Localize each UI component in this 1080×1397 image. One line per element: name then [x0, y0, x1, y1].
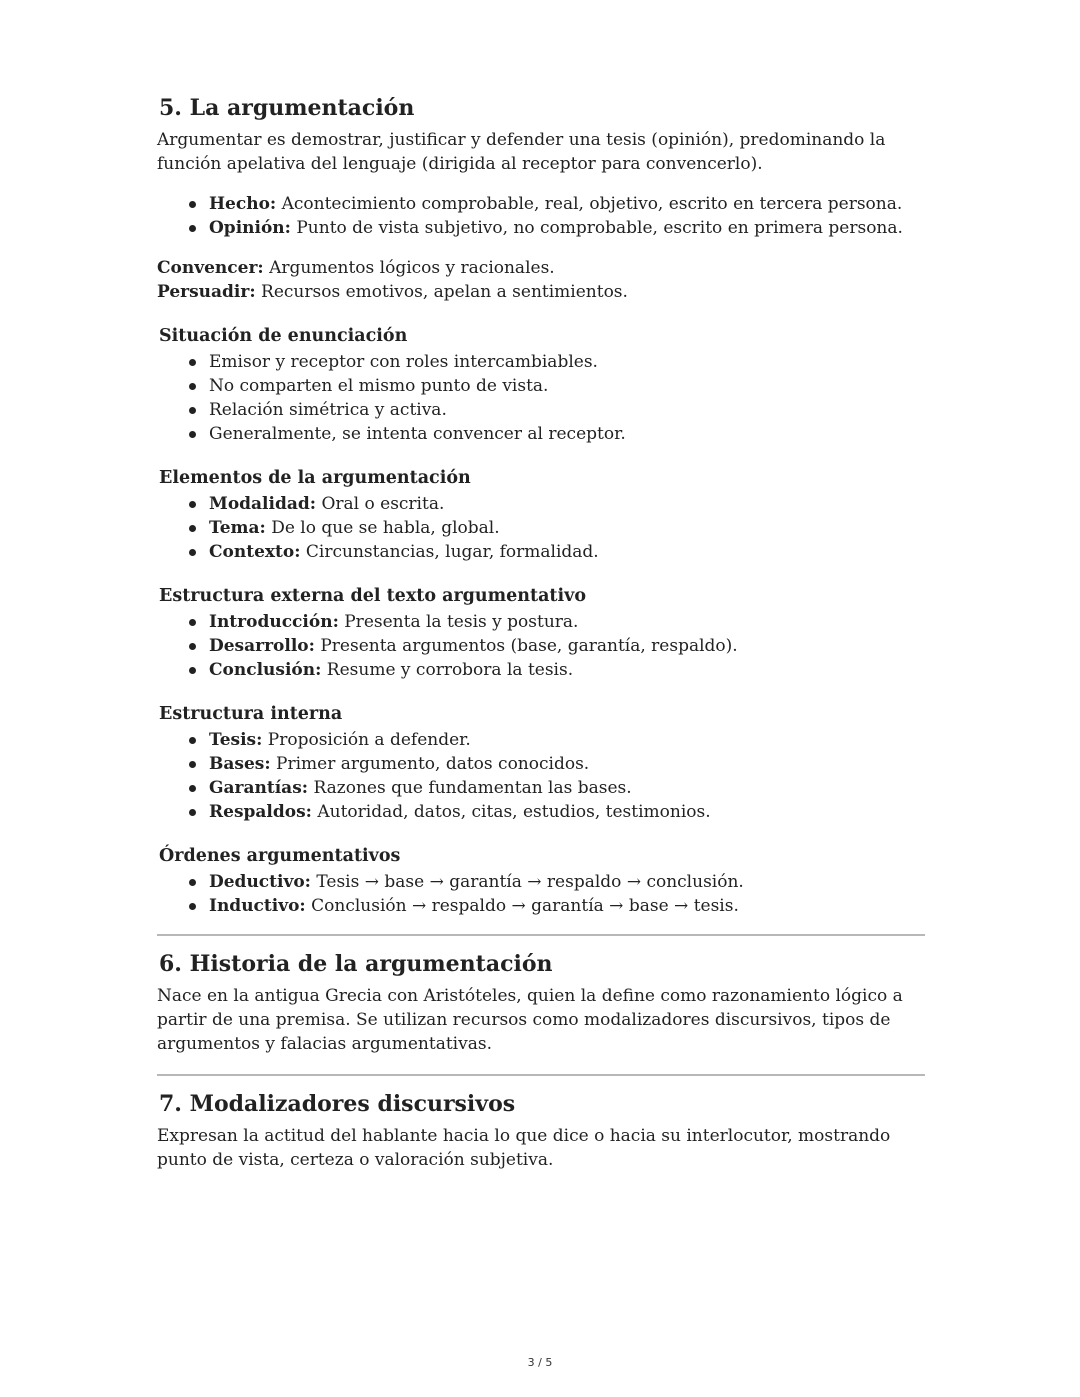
persuadir-line: Persuadir: Recursos emotivos, apelan a sentimientos.	[157, 282, 628, 302]
section-5-title: 5. La argumentación	[159, 95, 415, 121]
list-item: Opinión: Punto de vista subjetivo, no comprobable, escrito en primera persona.	[189, 216, 925, 240]
list-item: Inductivo: Conclusión → respaldo → garantía → base → tesis.	[189, 894, 925, 918]
section-7-text: Expresan la actitud del hablante hacia lo que dice o hacia su interlocutor, mostrando punto de vista, certeza o valoración subjetiva.	[157, 1126, 891, 1170]
list-item: Hecho: Acontecimiento comprobable, real, objetivo, escrito en tercera persona.	[189, 192, 925, 216]
list-item: Tema: De lo que se habla, global.	[189, 516, 925, 540]
ordenes-title: Órdenes argumentativos	[159, 846, 401, 866]
list-item: Modalidad: Oral o escrita.	[189, 492, 925, 516]
list-item: Emisor y receptor con roles intercambiables.	[189, 350, 925, 374]
list-item: Desarrollo: Presenta argumentos (base, garantía, respaldo).	[189, 634, 925, 658]
externa-list	[157, 610, 925, 682]
list-item: Deductivo: Tesis → base → garantía → respaldo → conclusión.	[189, 870, 925, 894]
list-item: No comparten el mismo punto de vista.	[189, 374, 925, 398]
section-5-intro: Argumentar es demostrar, justificar y defender una tesis (opinión), predominando la función apelativa del lenguaje (dirigida al receptor para convencerlo).	[157, 130, 886, 174]
situacion-list	[157, 350, 925, 446]
interna-title: Estructura interna	[159, 704, 343, 724]
list-item: Introducción: Presenta la tesis y postura.	[189, 610, 925, 634]
document-page	[157, 92, 925, 1172]
list-item: Respaldos: Autoridad, datos, citas, estudios, testimonios.	[189, 800, 925, 824]
list-item: Relación simétrica y activa.	[189, 398, 925, 422]
situacion-title: Situación de enunciación	[159, 326, 408, 346]
list-item: Garantías: Razones que fundamentan las bases.	[189, 776, 925, 800]
elementos-list	[157, 492, 925, 564]
convencer-line: Convencer: Argumentos lógicos y racionales.	[157, 258, 555, 278]
externa-title: Estructura externa del texto argumentativo	[159, 586, 586, 606]
facts-list	[157, 192, 925, 240]
list-item: Bases: Primer argumento, datos conocidos.	[189, 752, 925, 776]
section-7-title: 7. Modalizadores discursivos	[159, 1091, 516, 1117]
list-item: Generalmente, se intenta convencer al receptor.	[189, 422, 925, 446]
section-6-text: Nace en la antigua Grecia con Aristóteles, quien la define como razonamiento lógico a partir de una premisa. Se utilizan recursos como modalizadores discursivos, tipos de argumentos y falacias argumentativas.	[157, 986, 903, 1054]
list-item: Conclusión: Resume y corrobora la tesis.	[189, 658, 925, 682]
ordenes-list	[157, 870, 925, 918]
page-number: 3 / 5	[527, 1356, 553, 1369]
section-6-title: 6. Historia de la argumentación	[159, 951, 553, 977]
list-item: Tesis: Proposición a defender.	[189, 728, 925, 752]
elementos-title: Elementos de la argumentación	[159, 468, 471, 488]
list-item: Contexto: Circunstancias, lugar, formalidad.	[189, 540, 925, 564]
interna-list	[157, 728, 925, 824]
